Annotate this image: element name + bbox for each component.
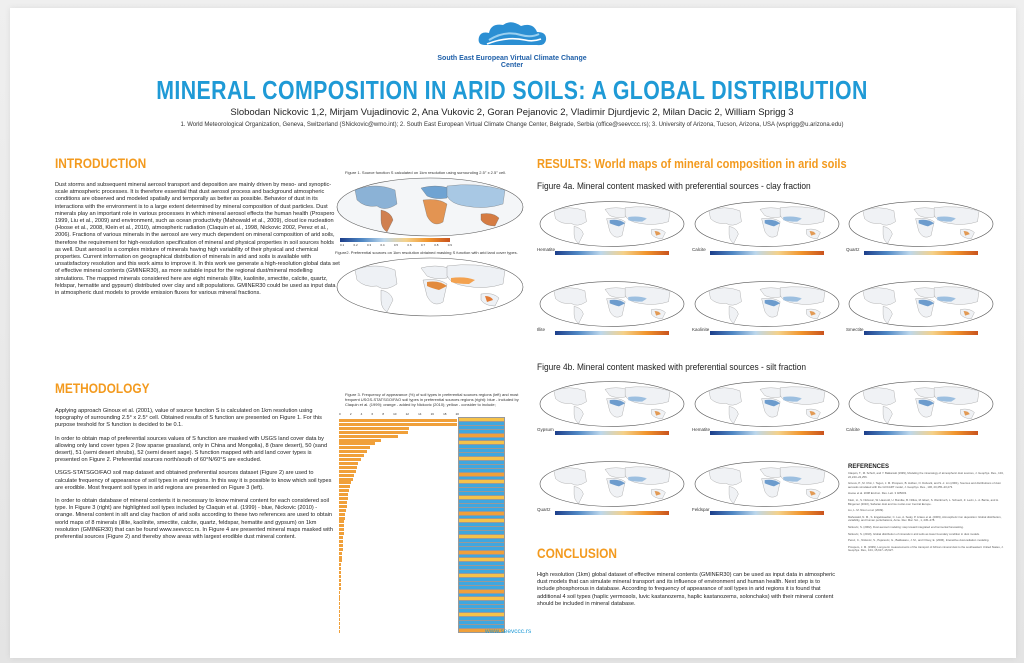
reference-item: Perez, C., Nickovic, S., Pejanovic, G., Baldasano, J. M., and Ozsoy, E. (2006), Interactive dust-radiation modeling. bbox=[848, 538, 990, 543]
logo-text: South East European Virtual Climate Change Center bbox=[437, 55, 587, 69]
authors: Slobodan Nickovic 1,2, Mirjam Vujadinovic 2, Ana Vukovic 2, Goran Pejanovic 2, Vladimir Djurdjevic 2, Milan Dacic 2, William Sprigg 3 bbox=[230, 107, 794, 118]
chart-bar bbox=[339, 474, 354, 477]
world-map bbox=[692, 280, 842, 328]
mineral-map bbox=[692, 200, 842, 262]
chart-bar bbox=[339, 466, 357, 469]
chart-bar bbox=[339, 442, 375, 445]
chart-bar bbox=[339, 559, 342, 562]
world-map bbox=[846, 380, 996, 428]
mineral-map-label: Hematite bbox=[537, 247, 556, 252]
chart-bar bbox=[339, 563, 341, 566]
axis-tick: 18 bbox=[443, 412, 447, 416]
world-map bbox=[537, 280, 687, 328]
chart-bar bbox=[339, 598, 340, 601]
introduction-heading: INTRODUCTION bbox=[55, 155, 147, 171]
reference-item: Ginoux, P., M. Chin, I. Tegen, J. M. Prospero, B. Holben, O. Dubovik, and S.-J. Lin (2001), Sources and distributions of dust aerosols simulated with the GOCART model, J. Geophys. Res., 106, 20,255–20,273. bbox=[848, 481, 1001, 489]
mineral-map-colorbar bbox=[555, 511, 669, 515]
mineral-map bbox=[846, 280, 996, 342]
mineral-map-label: Gypsum bbox=[537, 427, 554, 432]
world-map bbox=[846, 280, 996, 328]
methodology-p4: In order to obtain database of mineral contents it is necessary to know mineral content for each considered soil type. In Figure 3 (right) are highlighted soil types included by Claquin et al. (1999) - blue, Nickovic (2010) - orange. Mineral content in silt and clay fraction of arid soils according to these two references are used to obtain world maps of 8 minerals (illite, kaolinite, smectite, calcite, quartz, feldspar, hematite and gypsum) on 1km resolution (GMINER30) that can be found www.seevccc.rs. In Figure 4 are presented mineral maps masked with preferential sources (Figure 2) and thereby show areas with largest erodible dust mineral content. bbox=[55, 498, 333, 541]
chart-bar bbox=[339, 548, 343, 551]
chart-bar bbox=[339, 517, 345, 520]
cbar-tick: 0.7 bbox=[420, 243, 425, 247]
chart-bar bbox=[339, 595, 340, 598]
chart-bar bbox=[339, 610, 340, 613]
chart-bar bbox=[339, 606, 340, 609]
conclusion-text: High resolution (1km) global dataset of effective mineral contents (GMINER30) can be used as input data in atmospheric dust models that can simulate mineral transport and its influence of environment and human health. Next step is to include phosphorous in database. According to frequency of appearance of soil types in arid regions it is found that additional 4 soil types (haplic yermosols, luvic kastanozems, haplic kastanozems, solonchaks) with their mineral content should be included in mineral database. bbox=[537, 572, 836, 607]
chart-bar bbox=[339, 489, 349, 492]
figure4a-heading: Figure 4a. Mineral content masked with preferential sources - clay fraction bbox=[537, 181, 811, 192]
cbar-tick: 0.4 bbox=[380, 243, 385, 247]
mineral-map-label: Quartz bbox=[846, 247, 860, 252]
world-map-figure2 bbox=[335, 256, 525, 318]
figure1-colorbar-ticks bbox=[340, 243, 452, 247]
chart-bar bbox=[339, 458, 361, 461]
chart-bar bbox=[339, 478, 353, 481]
poster-title: MINERAL COMPOSITION IN ARID SOILS: A GLOBAL DISTRIBUTION bbox=[156, 75, 868, 105]
methodology-text bbox=[55, 408, 335, 547]
mineral-map-colorbar bbox=[864, 331, 978, 335]
chart-bar bbox=[339, 622, 340, 625]
seevccc-logo bbox=[475, 20, 550, 50]
results-heading: RESULTS: World maps of mineral composition in arid soils bbox=[537, 156, 847, 171]
references-list bbox=[848, 472, 1008, 556]
methodology-p1: Applying approach Ginoux et al. (2001), value of source function S is calculated on 1km resolution using topography of surrounding 2.5° x 2.5° cell. Obtained results of S function are presented on Figure 1. For this purpose treshold for S function is decided to be 0.1. bbox=[55, 408, 322, 429]
mineral-map bbox=[537, 460, 687, 522]
reference-item: Liu, L. M. Nixon et al. (2009). bbox=[848, 508, 884, 513]
world-map bbox=[846, 200, 996, 248]
world-map bbox=[692, 380, 842, 428]
chart-bar bbox=[339, 450, 367, 453]
conclusion-heading: CONCLUSION bbox=[537, 545, 618, 561]
mineral-map-label: Illite bbox=[537, 327, 546, 332]
chart-bar bbox=[339, 454, 364, 457]
mineral-map bbox=[537, 380, 687, 442]
axis-tick: 0 bbox=[339, 412, 341, 416]
mineral-map-label: Calcite bbox=[846, 427, 860, 432]
affiliations: 1. World Meteorological Organization, Geneva, Switzerland (SNickovic@wmo.int); 2. South East European Virtual Climate Change Center, Belgrade, Serbia (office@seevccc.rs); 3. University of Arizona, Tucson, Arizona, USA (wsprigg@u.arizona.edu) bbox=[180, 122, 844, 128]
mineral-map-label: Feldspar bbox=[692, 507, 710, 512]
chart-bar bbox=[339, 602, 340, 605]
chart-bar bbox=[339, 435, 398, 438]
chart-bar bbox=[339, 427, 409, 430]
mineral-map-label: Quartz bbox=[537, 507, 551, 512]
mineral-map-colorbar bbox=[555, 251, 669, 255]
mineral-map-colorbar bbox=[555, 331, 669, 335]
figure1-caption: Figure 1. Source function S calculated on 1km resolution using surrounding 2.5° x 2.5° cell. bbox=[345, 170, 507, 175]
mineral-map bbox=[692, 460, 842, 522]
chart-bar bbox=[339, 497, 348, 500]
mineral-map bbox=[537, 280, 687, 342]
world-map bbox=[537, 200, 687, 248]
footer-url[interactable]: www.seevccc.rs bbox=[485, 628, 532, 635]
mineral-map-colorbar bbox=[710, 431, 824, 435]
chart-bar bbox=[339, 571, 341, 574]
chart-bar bbox=[339, 583, 341, 586]
methodology-p3: USGS-STATSGO/FAO soil map dataset and obtained preferential sources dataset (Figure 2) are used to calculate frequency of appearance of soil types in arid regions. In this way it is possible to know which soil types are erodible. Most frequent soil types in arid regions are presented on Figure 3 (left). bbox=[55, 470, 332, 491]
chart-bar bbox=[339, 556, 342, 559]
chart-bar bbox=[339, 630, 340, 633]
figure4b-heading: Figure 4b. Mineral content masked with preferential sources - silt fraction bbox=[537, 362, 807, 373]
world-map bbox=[692, 460, 842, 508]
chart-bar bbox=[339, 431, 408, 434]
chart-bar bbox=[339, 614, 340, 617]
axis-tick: 12 bbox=[405, 412, 409, 416]
introduction-text: Dust storms and subsequent mineral aerosol transport and deposition are mainly driven by meso- and synoptic-scale atmospheric processes. It is therefore essential that dust aerosol process and background atmospheric conditions are observed and modeled spatially and temporally as better as possible. Behavior of dust in its interactions with the environment is to a large extent determined by mineral composition of dust particles. Dust minerals play an important role in various processes in which mineral aerosol effects the human health (Prospero 1999, Liu et al., 2009) and environment, such as ocean productivity (Mahowald et al., 2009), cloud ice nucleation (Hoose et al., 2008, Klein et al., 2010), atmospheric radiation (Claquin et al., 1998, Nickovic 2002, Perez et al., 2006). Fractions of various minerals in the aerosol are very much dependent on mineral composition of arid soils, therefore the requirement for high-resolution specification of mineral and physical properties in soil sources holds as well. Dust aerosol is a complex mixture of minerals having high variability of their physical and chemical properties. Current information on geographical distribution of minerals in arid and soils is available with unsatisfactory resolution and this work aims to improve it. In this work we generate a high-resolution global data set of effective mineral contents (GMINER30), as more suitable input for the regional dust/mineral modelling simulations. The mapped minerals considered here are eight minerals (illite, kaolinite, smectite, calcite, quartz, feldspar, hematite and gypsum) distributed over clay and silt populations. GMINER30 could be used as input data in atmospheric dust models to provide emission fluxes for various mineral fractions. bbox=[55, 182, 340, 297]
mineral-map-colorbar bbox=[710, 251, 824, 255]
axis-tick: 20 bbox=[455, 412, 459, 416]
mineral-map-label: Kaolinite bbox=[692, 327, 710, 332]
axis-tick: 8 bbox=[382, 412, 384, 416]
chart-bar bbox=[339, 591, 340, 594]
chart-bar bbox=[339, 509, 346, 512]
reference-item: Mahowald, N. M., S. Engelstaedter, C. Luo, A. Sealy, P. Artaxo et al. (2009), Atmospheric iron deposition: Global distribution, variability, and human perturbations, Annu. Rev. Mar. Sci., 1, 245–278. bbox=[848, 514, 1002, 523]
figure1-colorbar bbox=[340, 238, 450, 242]
cbar-tick: 0.3 bbox=[366, 243, 372, 247]
chart-bar bbox=[339, 567, 341, 570]
chart-bar bbox=[339, 552, 342, 555]
axis-tick: 4 bbox=[360, 412, 363, 416]
reference-item: Hoose et al. 2008 Environ. Res. Lett. 3 025003. bbox=[848, 491, 907, 496]
axis-tick: 10 bbox=[393, 412, 397, 416]
chart-bar bbox=[339, 446, 370, 449]
axis-tick: 16 bbox=[430, 412, 434, 416]
references-heading: REFERENCES bbox=[848, 464, 890, 470]
chart-bar bbox=[339, 544, 343, 547]
chart-bar bbox=[339, 505, 347, 508]
mineral-map-colorbar bbox=[710, 511, 824, 515]
mineral-map-colorbar bbox=[864, 431, 978, 435]
mineral-map-colorbar bbox=[864, 251, 978, 255]
chart-bar bbox=[339, 501, 347, 504]
chart-bar bbox=[339, 618, 340, 621]
chart-bar bbox=[339, 575, 341, 578]
axis-tick: 6 bbox=[371, 412, 374, 416]
mineral-map bbox=[846, 200, 996, 262]
mineral-map-colorbar bbox=[710, 331, 824, 335]
cbar-tick: 0.5 bbox=[393, 243, 399, 247]
world-map bbox=[692, 200, 842, 248]
chart-bar bbox=[339, 626, 340, 629]
chart-bar bbox=[339, 524, 344, 527]
world-map bbox=[537, 460, 687, 508]
axis-tick: 2 bbox=[349, 412, 352, 416]
axis-tick: 14 bbox=[418, 412, 422, 416]
mineral-map-label: Smectite bbox=[846, 327, 864, 332]
chart-bar bbox=[339, 540, 343, 543]
chart-bar bbox=[339, 513, 345, 516]
chart-bar bbox=[339, 481, 351, 484]
mineral-map-colorbar bbox=[555, 431, 669, 435]
world-map-figure1 bbox=[335, 176, 525, 238]
chart-bar bbox=[339, 587, 341, 590]
mineral-map bbox=[537, 200, 687, 262]
cbar-tick: 0.2 bbox=[353, 243, 358, 247]
chart-bar bbox=[339, 439, 381, 442]
chart-bar bbox=[339, 485, 350, 488]
chart-bar bbox=[339, 536, 343, 539]
chart-bar bbox=[339, 528, 344, 531]
chart-bar bbox=[339, 423, 457, 426]
mineral-map-label: Hematite bbox=[692, 427, 711, 432]
reference-item: Nickovic, S. (2002), Dust aerosol modeling: step toward integrated environmental forecasting. bbox=[848, 524, 964, 529]
reference-item: Claquin, T., M. Schulz, and Y. Balkanski (1999), Modeling the mineralogy of atmospheric dust sources, J. Geophys. Res., 104, 22,243–22,256. bbox=[848, 471, 1004, 479]
figure3-caption: Figure 3. Frequency of appearance (%) of soil types in preferential sources regions (left) and most frequent USGS-STATSGO/FAO soil types in preferential sources regions (right): blue - included by Claquin et al. (1999); orange - added by Nickovic (2010); yellow - consider to include; bbox=[345, 392, 519, 407]
reference-item: Klein, H., S. Nickovic, W. Haunold, U. Bundke, B. Nillius, M. Ebert, S. Weinbruch, L. Schuetz, Z. Levin, L. A. Barrie, and H. Bingemer (2010), Saharan dust and ice nuclei over Central Europe. bbox=[848, 497, 999, 506]
mineral-map bbox=[846, 380, 996, 442]
chart-bar bbox=[339, 462, 358, 465]
chart-bar bbox=[339, 520, 344, 523]
methodology-p2: In order to obtain map of preferential sources values of S function are masked with USGS land cover data by allowing only land cover types 2 (low sparse grassland, only in China and Mongolia), 8 (bare desert), 50 (sand desert), 51 (semi desert shrubs), 52 (semi desert sage). S function mapped with arid land cover types is presented on Figure 2. Preferential sources north/south of 60°N/60°S are excluded. bbox=[55, 435, 328, 464]
chart-bar bbox=[339, 470, 356, 473]
cbar-tick: 0.1 bbox=[340, 243, 345, 247]
chart-bar bbox=[339, 419, 457, 422]
reference-item: Nickovic, S. (2010), Global distribution of minerals in arid soils as lower boundary condition in dust models. bbox=[848, 531, 980, 536]
figure2-caption: Figure2. Preferential sources on 1km resolution obtained masking S function with arid land cover types. bbox=[335, 250, 518, 255]
chart-bar bbox=[339, 493, 348, 496]
mineral-map-label: Calcite bbox=[692, 247, 706, 252]
cbar-tick: 0.8 bbox=[434, 243, 439, 247]
cbar-tick: 0.9 bbox=[447, 243, 452, 247]
chart-bar bbox=[339, 579, 341, 582]
figure3-x-ticks bbox=[339, 412, 459, 416]
chart-bar bbox=[339, 532, 344, 535]
methodology-heading: METHODOLOGY bbox=[55, 380, 150, 396]
mineral-map bbox=[692, 380, 842, 442]
cbar-tick: 0.6 bbox=[407, 243, 412, 247]
mineral-map bbox=[692, 280, 842, 342]
reference-item: Prospero, J. M. (1999), Long-term measurements of the transport of African mineral dust to the southeastern United States, J. Geophys. Res., 104, 15,917–15,927. bbox=[848, 544, 1004, 553]
world-map bbox=[537, 380, 687, 428]
